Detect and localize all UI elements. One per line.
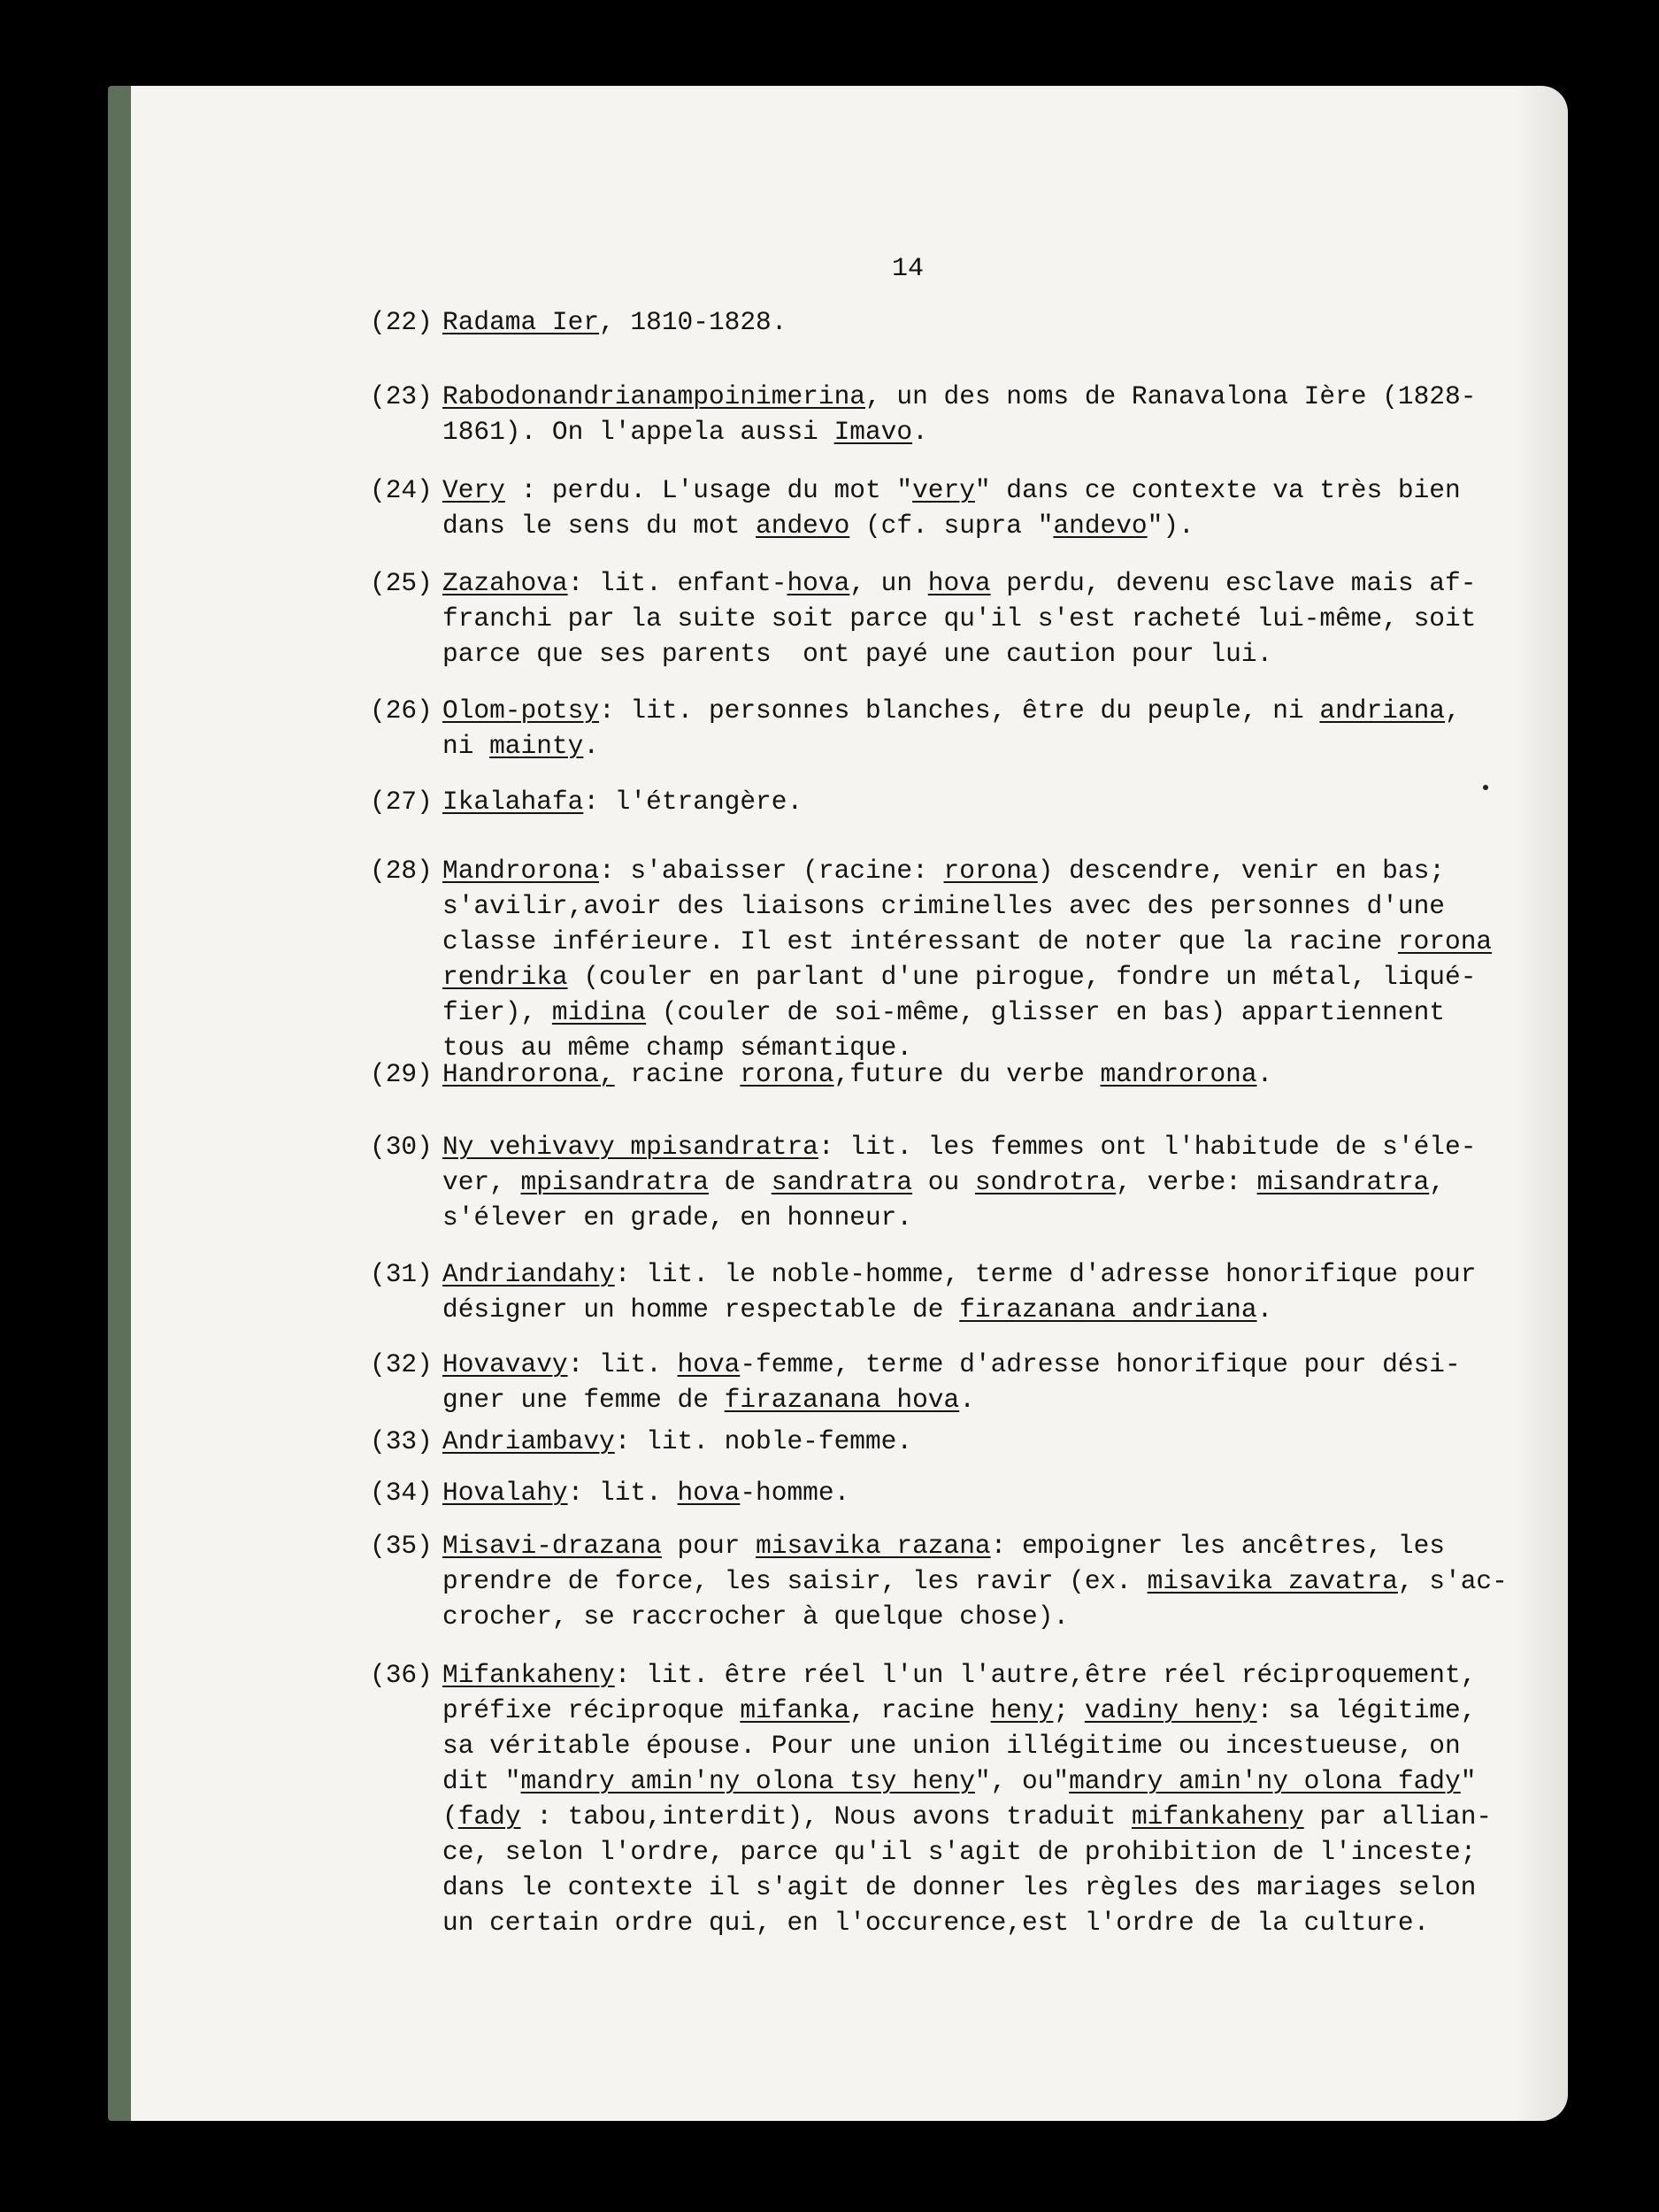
underlined-term: hova bbox=[677, 1349, 741, 1379]
footnote-line bbox=[442, 379, 1568, 414]
footnote-text bbox=[442, 304, 1568, 340]
footnote-line bbox=[442, 1563, 1568, 1599]
footnote-line bbox=[442, 959, 1568, 995]
text-run: : s'abaisser (racine: bbox=[599, 856, 944, 886]
underlined-term: Andriandahy bbox=[442, 1259, 615, 1289]
footnote-line bbox=[442, 1382, 1568, 1417]
underlined-term: rendrika bbox=[442, 962, 568, 992]
text-run: : lit. bbox=[567, 1478, 678, 1508]
footnote-number: (29) bbox=[370, 1059, 433, 1089]
footnote-line bbox=[442, 1347, 1568, 1382]
text-run: ,future du verbe bbox=[833, 1059, 1101, 1089]
underlined-term: vadiny heny bbox=[1084, 1695, 1257, 1725]
text-run: dans le sens du mot bbox=[442, 511, 757, 541]
text-run: ) descendre, venir en bas; bbox=[1037, 856, 1445, 886]
text-run: . bbox=[912, 417, 928, 447]
footnote-line bbox=[442, 1599, 1568, 1634]
footnote-23 bbox=[370, 379, 1568, 449]
footnote-text bbox=[442, 1528, 1568, 1634]
footnote-line bbox=[442, 472, 1568, 508]
footnote-33 bbox=[370, 1424, 1568, 1459]
underlined-term: midina bbox=[551, 997, 647, 1027]
text-run: , verbe: bbox=[1116, 1167, 1257, 1197]
footnote-line bbox=[442, 1256, 1568, 1292]
text-run: . bbox=[1256, 1294, 1273, 1325]
footnote-line bbox=[442, 1763, 1568, 1799]
footnote-number: (27) bbox=[370, 787, 433, 817]
underlined-term: mifankaheny bbox=[1131, 1801, 1304, 1832]
footnote-line bbox=[442, 1528, 1568, 1563]
footnote-line bbox=[442, 1200, 1568, 1235]
footnote-line bbox=[442, 1905, 1568, 1940]
footnote-line bbox=[442, 995, 1568, 1030]
text-run: un certain ordre qui, en l'occurence,est l'ordre de la culture. bbox=[442, 1908, 1430, 1938]
text-run: : lit. être réel l'un l'autre,être réel réciproquement, bbox=[614, 1660, 1477, 1690]
underlined-term: firazanana hova bbox=[724, 1385, 960, 1415]
footnote-line bbox=[442, 304, 1568, 340]
underlined-term: rorona bbox=[740, 1059, 834, 1089]
footnote-text bbox=[442, 1129, 1568, 1235]
text-run: franchi par la suite soit parce qu'il s'est racheté lui-même, soit bbox=[442, 603, 1477, 634]
underlined-term: Misavi-drazana bbox=[442, 1531, 662, 1561]
footnote-line bbox=[442, 853, 1568, 888]
text-run: (couler de soi-même, glisser en bas) appartiennent bbox=[646, 997, 1445, 1027]
footnote-36 bbox=[370, 1657, 1568, 1940]
footnote-line bbox=[442, 784, 1568, 819]
footnote-line bbox=[442, 888, 1568, 924]
underlined-term: Mandrorona bbox=[442, 856, 600, 886]
text-run: s'avilir,avoir des liaisons criminelles avec des personnes d'une bbox=[442, 891, 1445, 921]
footnote-text bbox=[442, 1347, 1568, 1417]
footnote-25 bbox=[370, 565, 1568, 672]
footnote-line bbox=[442, 601, 1568, 636]
text-run: 1861). On l'appela aussi bbox=[442, 417, 834, 447]
footnote-line bbox=[442, 1657, 1568, 1693]
footnote-line bbox=[442, 1129, 1568, 1164]
text-run: parce que ses parents ont payé une caution pour lui. bbox=[442, 639, 1273, 669]
underlined-term: Ny vehivavy mpisandratra bbox=[442, 1132, 818, 1162]
text-run: -femme, terme d'adresse honorifique pour dési- bbox=[740, 1349, 1461, 1379]
text-run: ver, bbox=[442, 1167, 521, 1197]
underlined-term: Hovavavy bbox=[442, 1349, 568, 1379]
underlined-term: sondrotra bbox=[974, 1167, 1117, 1197]
footnote-number: (23) bbox=[370, 381, 433, 411]
text-run: : tabou,interdit), Nous avons traduit bbox=[520, 1801, 1132, 1832]
text-run: ( bbox=[442, 1801, 458, 1832]
underlined-term: hova bbox=[927, 568, 991, 598]
text-run: : lit. noble-femme. bbox=[614, 1426, 913, 1456]
text-run: (couler en parlant d'une pirogue, fondre un métal, liqué- bbox=[567, 962, 1477, 992]
text-run: s'élever en grade, en honneur. bbox=[442, 1202, 913, 1233]
text-run: classe inférieure. Il est intéressant de noter que la racine bbox=[442, 926, 1398, 956]
footnote-number: (31) bbox=[370, 1259, 433, 1289]
footnote-line bbox=[442, 1728, 1568, 1763]
ink-speck bbox=[1483, 785, 1488, 790]
text-run: . bbox=[583, 731, 600, 761]
underlined-term: mpisandratra bbox=[520, 1167, 709, 1197]
footnote-29 bbox=[370, 1056, 1568, 1092]
footnote-number: (25) bbox=[370, 568, 433, 598]
text-run: préfixe réciproque bbox=[442, 1695, 741, 1725]
underlined-term: mandry amin'ny olona fady bbox=[1069, 1766, 1461, 1796]
text-run: perdu, devenu esclave mais af- bbox=[990, 568, 1477, 598]
underlined-term: andevo bbox=[756, 511, 850, 541]
underlined-term: Olom-potsy bbox=[442, 695, 600, 726]
footnote-number: (28) bbox=[370, 856, 433, 886]
footnote-line bbox=[442, 1870, 1568, 1905]
footnote-text bbox=[442, 472, 1568, 543]
underlined-term: very bbox=[912, 475, 975, 505]
footnote-line bbox=[442, 693, 1568, 728]
underlined-term: fady bbox=[457, 1801, 521, 1832]
footnote-line bbox=[442, 924, 1568, 959]
footnote-text bbox=[442, 1256, 1568, 1327]
footnote-line bbox=[442, 1292, 1568, 1327]
text-run: : lit. enfant- bbox=[567, 568, 787, 598]
page-number: 14 bbox=[892, 254, 925, 284]
underlined-term: andevo bbox=[1053, 511, 1148, 541]
text-run: désigner un homme respectable de bbox=[442, 1294, 960, 1325]
text-run: sa véritable épouse. Pour une union illégitime ou incestueuse, on bbox=[442, 1731, 1461, 1761]
underlined-term: rorona bbox=[943, 856, 1038, 886]
text-run: ce, selon l'ordre, parce qu'il s'agit de prohibition de l'inceste; bbox=[442, 1837, 1477, 1867]
text-run: gner une femme de bbox=[442, 1385, 725, 1415]
underlined-term: misavika zavatra bbox=[1147, 1566, 1398, 1596]
text-run: " dans ce contexte va très bien bbox=[974, 475, 1461, 505]
underlined-term: mifanka bbox=[740, 1695, 850, 1725]
text-run: fier), bbox=[442, 997, 552, 1027]
underlined-term: mainty bbox=[489, 731, 584, 761]
footnote-line bbox=[442, 1834, 1568, 1870]
text-run: : sa légitime, bbox=[1256, 1695, 1477, 1725]
text-run: prendre de force, les saisir, les ravir (ex. bbox=[442, 1566, 1148, 1596]
text-run: (cf. supra " bbox=[849, 511, 1054, 541]
text-run: , s'ac- bbox=[1397, 1566, 1508, 1596]
text-run: dans le contexte il s'agit de donner les règles des mariages selon bbox=[442, 1872, 1477, 1902]
footnote-number: (32) bbox=[370, 1349, 433, 1379]
underlined-term: Hovalahy bbox=[442, 1478, 568, 1508]
footnote-30 bbox=[370, 1129, 1568, 1235]
underlined-term: firazanana andriana bbox=[959, 1294, 1257, 1325]
text-run: : lit. le noble-homme, terme d'adresse honorifique pour bbox=[614, 1259, 1477, 1289]
text-run: , bbox=[1429, 1167, 1445, 1197]
footnote-line bbox=[442, 1424, 1568, 1459]
underlined-term: Zazahova bbox=[442, 568, 568, 598]
footnote-34 bbox=[370, 1475, 1568, 1510]
footnote-text bbox=[442, 784, 1568, 819]
footnote-number: (35) bbox=[370, 1531, 433, 1561]
footnote-number: (33) bbox=[370, 1426, 433, 1456]
underlined-term: mandrorona bbox=[1100, 1059, 1257, 1089]
footnote-line bbox=[442, 1475, 1568, 1510]
footnote-line bbox=[442, 1693, 1568, 1728]
footnote-text bbox=[442, 1424, 1568, 1459]
footnote-line bbox=[442, 1056, 1568, 1092]
underlined-term: Ikalahafa bbox=[442, 787, 584, 817]
text-run: , un des noms de Ranavalona Ière (1828- bbox=[864, 381, 1477, 411]
footnote-line bbox=[442, 1164, 1568, 1200]
footnote-number: (22) bbox=[370, 307, 433, 337]
document-page bbox=[108, 86, 1568, 2121]
text-run: . bbox=[959, 1385, 975, 1415]
footnote-text bbox=[442, 853, 1568, 1065]
footnote-text bbox=[442, 693, 1568, 764]
text-run: , bbox=[1445, 695, 1461, 726]
footnote-27 bbox=[370, 784, 1568, 819]
underlined-term: misavika razana bbox=[756, 1531, 991, 1561]
footnote-31 bbox=[370, 1256, 1568, 1327]
underlined-term: Very bbox=[442, 475, 505, 505]
text-run: "). bbox=[1147, 511, 1194, 541]
footnote-24 bbox=[370, 472, 1568, 543]
footnote-text bbox=[442, 565, 1568, 672]
underlined-term: Mifankaheny bbox=[442, 1660, 615, 1690]
footnote-number: (36) bbox=[370, 1660, 433, 1690]
footnote-line bbox=[442, 1799, 1568, 1834]
text-run: dit " bbox=[442, 1766, 521, 1796]
underlined-term: Handrorona, bbox=[442, 1059, 615, 1089]
underlined-term: Radama Ier bbox=[442, 307, 600, 337]
text-run: . bbox=[1256, 1059, 1273, 1089]
underlined-term: hova bbox=[677, 1478, 741, 1508]
footnote-line bbox=[442, 414, 1568, 449]
underlined-term: hova bbox=[787, 568, 850, 598]
text-run: : l'étrangère. bbox=[583, 787, 803, 817]
footnote-line bbox=[442, 728, 1568, 764]
text-run: : empoigner les ancêtres, les bbox=[990, 1531, 1445, 1561]
footnote-line bbox=[442, 636, 1568, 672]
footnote-22 bbox=[370, 304, 1568, 340]
text-run: tous au même champ sémantique. bbox=[442, 1033, 913, 1063]
footnote-line bbox=[442, 565, 1568, 601]
footnote-26 bbox=[370, 693, 1568, 764]
underlined-term: Andriambavy bbox=[442, 1426, 615, 1456]
text-run: : lit. les femmes ont l'habitude de s'éle- bbox=[818, 1132, 1477, 1162]
footnote-text bbox=[442, 379, 1568, 449]
underlined-term: Imavo bbox=[833, 417, 913, 447]
text-run: , 1810-1828. bbox=[599, 307, 787, 337]
text-run: : lit. personnes blanches, être du peuple, ni bbox=[599, 695, 1320, 726]
underlined-term: sandratra bbox=[771, 1167, 913, 1197]
text-run: pour bbox=[661, 1531, 757, 1561]
text-run: ou bbox=[912, 1167, 975, 1197]
footnote-number: (34) bbox=[370, 1478, 433, 1508]
underlined-term: andriana bbox=[1319, 695, 1445, 726]
text-run: -homme. bbox=[740, 1478, 850, 1508]
footnote-number: (24) bbox=[370, 475, 433, 505]
text-run: par allian- bbox=[1303, 1801, 1493, 1832]
text-run: racine bbox=[614, 1059, 741, 1089]
footnote-line bbox=[442, 508, 1568, 543]
footnote-number: (30) bbox=[370, 1132, 433, 1162]
footnote-text bbox=[442, 1475, 1568, 1510]
text-run: ni bbox=[442, 731, 490, 761]
text-run: ; bbox=[1053, 1695, 1085, 1725]
text-run: , racine bbox=[849, 1695, 991, 1725]
underlined-term: heny bbox=[990, 1695, 1054, 1725]
footnote-32 bbox=[370, 1347, 1568, 1417]
underlined-term: mandry amin'ny olona tsy heny bbox=[520, 1766, 975, 1796]
footnote-35 bbox=[370, 1528, 1568, 1634]
text-run: " bbox=[1460, 1766, 1477, 1796]
text-run: : lit. bbox=[567, 1349, 678, 1379]
footnote-28 bbox=[370, 853, 1568, 1065]
footnote-text bbox=[442, 1056, 1568, 1092]
footnote-text bbox=[442, 1657, 1568, 1940]
underlined-term: misandratra bbox=[1256, 1167, 1430, 1197]
underlined-term: rorona bbox=[1397, 926, 1493, 956]
underlined-term: Rabodonandrianampoinimerina bbox=[442, 381, 865, 411]
text-run: : perdu. L'usage du mot " bbox=[504, 475, 913, 505]
text-run: ", ou" bbox=[974, 1766, 1070, 1796]
footnote-number: (26) bbox=[370, 695, 433, 726]
text-run: crocher, se raccrocher à quelque chose). bbox=[442, 1601, 1070, 1632]
text-run: de bbox=[708, 1167, 772, 1197]
text-run: , un bbox=[849, 568, 928, 598]
